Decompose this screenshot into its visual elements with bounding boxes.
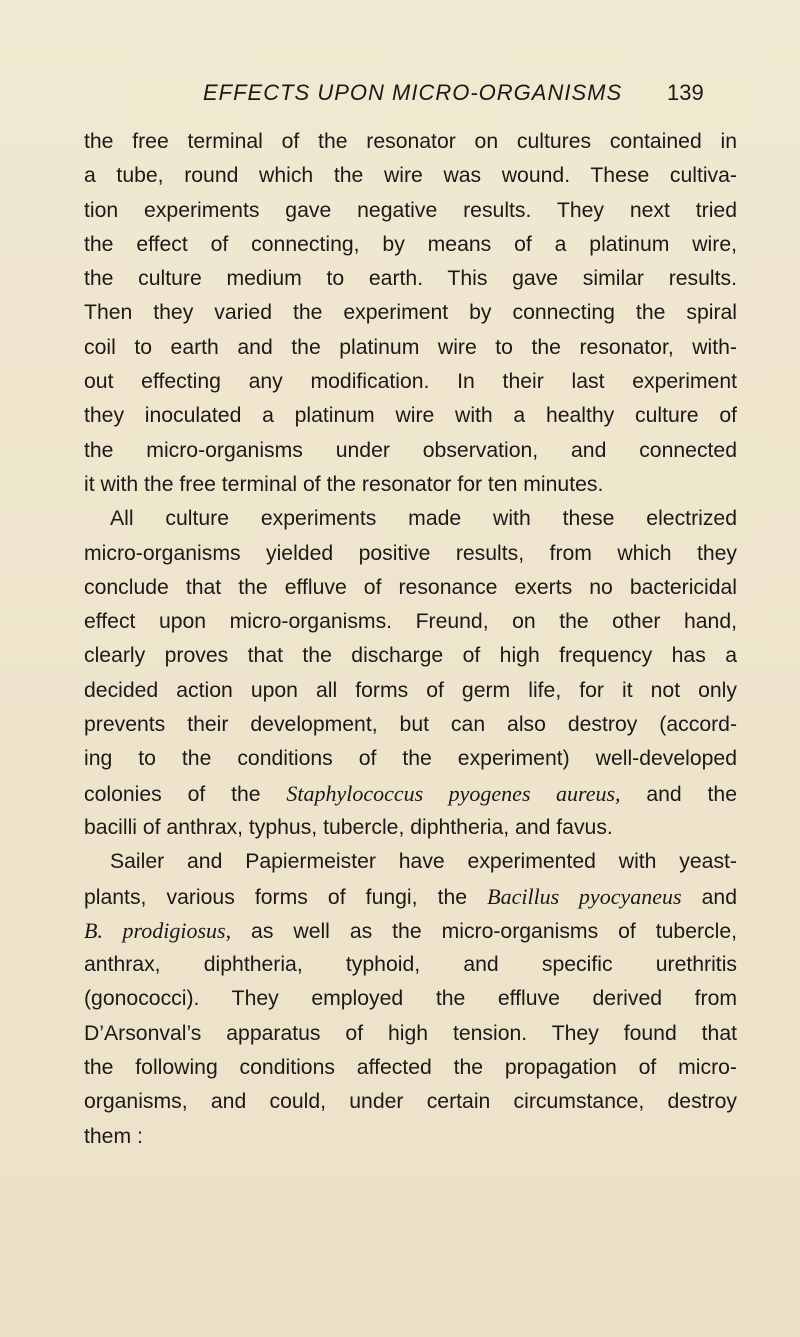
species-name: B. prodigiosus, bbox=[84, 917, 232, 943]
species-name: Staphylococcus pyogenes aureus, bbox=[286, 780, 621, 806]
text-line: colonies of the Staphylococcus pyogenes aureus, and the bbox=[84, 780, 737, 806]
text-line: D’Arsonval’s apparatus of high tension. They found that bbox=[84, 1021, 737, 1045]
running-head: EFFECTS UPON MICRO-ORGANISMS bbox=[203, 80, 623, 105]
body-text bbox=[84, 125, 737, 1154]
page-number: 139 bbox=[667, 80, 704, 105]
text-line: organisms, and could, under certain circumstance, destroy bbox=[84, 1090, 737, 1114]
text-line: (gonococci). They employed the effluve derived from bbox=[84, 987, 737, 1011]
text-line: micro-organisms yielded positive results, from which they bbox=[84, 541, 737, 565]
paragraph-start-line: Sailer and Papiermeister have experimented with yeast- bbox=[110, 850, 737, 874]
text-line: plants, various forms of fungi, the Bacillus pyocyaneus and bbox=[84, 883, 737, 909]
text-line: decided action upon all forms of germ life, for it not only bbox=[84, 678, 737, 702]
text-line: they inoculated a platinum wire with a healthy culture of bbox=[84, 404, 737, 428]
text-line: prevents their development, but can also destroy (accord- bbox=[84, 713, 737, 737]
text-line: the effect of connecting, by means of a platinum wire, bbox=[84, 232, 737, 256]
text-line: tion experiments gave negative results. They next tried bbox=[84, 198, 737, 222]
text-line: out effecting any modification. In their last experiment bbox=[84, 370, 737, 394]
text-line: conclude that the effluve of resonance exerts no bactericidal bbox=[84, 575, 737, 599]
text-line: the free terminal of the resonator on cultures contained in bbox=[84, 130, 737, 153]
text-line: coil to earth and the platinum wire to the resonator, with- bbox=[84, 335, 737, 359]
species-name: Bacillus pyocyaneus bbox=[487, 883, 682, 909]
text-line: anthrax, diphtheria, typhoid, and specific urethritis bbox=[84, 953, 737, 977]
text-line: B. prodigiosus, as well as the micro-organisms of tubercle, bbox=[84, 917, 737, 943]
text-line: the following conditions affected the propagation of micro- bbox=[84, 1056, 737, 1080]
text-line: them : bbox=[84, 1124, 143, 1148]
text-line: ing to the conditions of the experiment) well-developed bbox=[84, 747, 737, 771]
text-line: the culture medium to earth. This gave similar results. bbox=[84, 267, 737, 291]
text-line: Then they varied the experiment by connecting the spiral bbox=[84, 301, 737, 325]
text-line: the micro-organisms under observation, and connected bbox=[84, 438, 737, 462]
text-line: a tube, round which the wire was wound. These cultiva- bbox=[84, 164, 737, 188]
text-line: clearly proves that the discharge of high frequency has a bbox=[84, 644, 737, 668]
text-line: effect upon micro-organisms. Freund, on the other hand, bbox=[84, 610, 737, 634]
text-line: bacilli of anthrax, typhus, tubercle, diphtheria, and favus. bbox=[84, 815, 613, 839]
paragraph-start-line: All culture experiments made with these electrized bbox=[110, 507, 737, 531]
text-line: it with the free terminal of the resonator for ten minutes. bbox=[84, 472, 604, 496]
